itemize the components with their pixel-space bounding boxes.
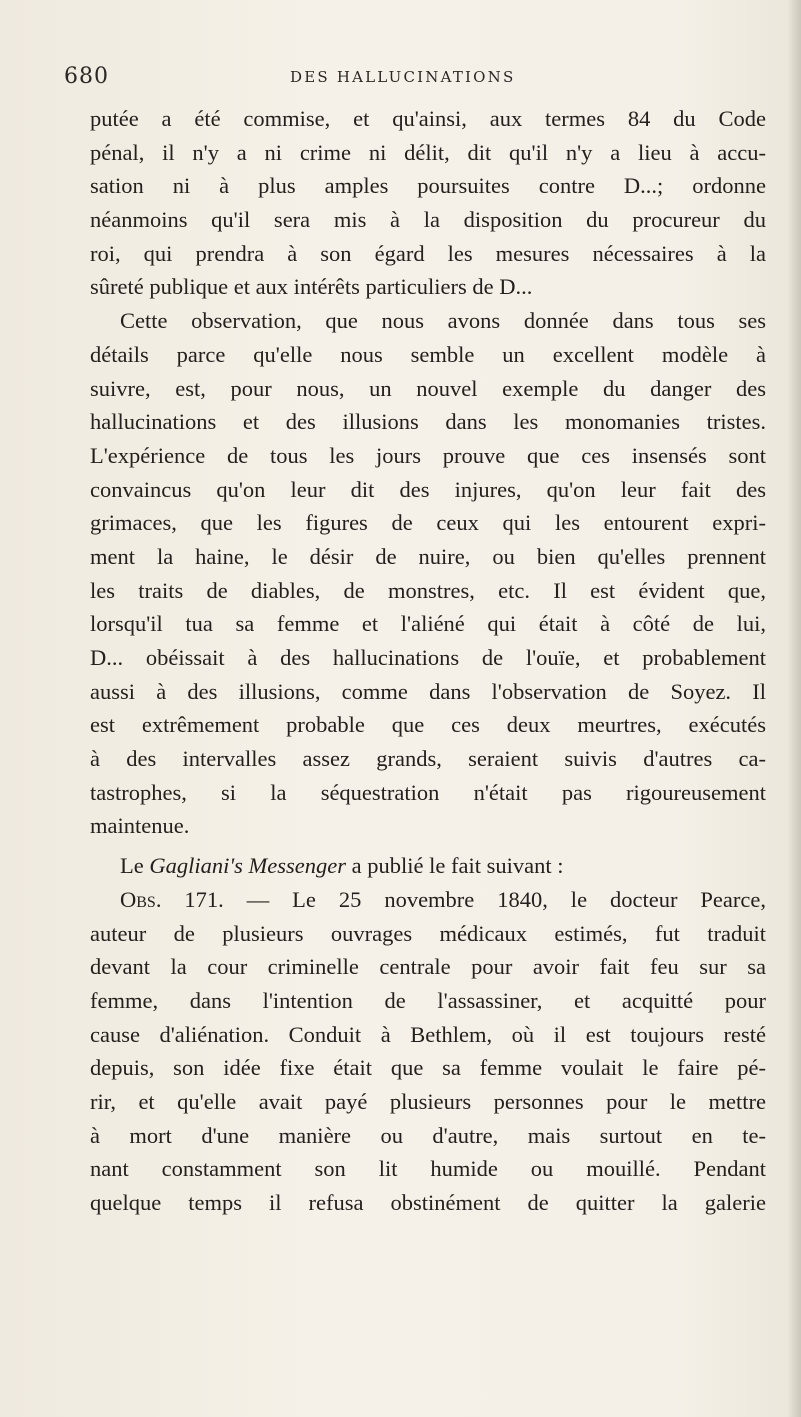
text-line: Cette observation, que nous avons donnée dans tous ses [120, 308, 766, 334]
text-line: maintenue. [90, 813, 190, 839]
text-line: femme, dans l'intention de l'assassiner, et acquitté pour [90, 987, 766, 1013]
text-line: détails parce qu'elle nous semble un excellent modèle à [90, 341, 766, 367]
observation-label: Obs. 171. [120, 886, 224, 912]
text-line: néanmoins qu'il sera mis à la disposition du procureur du [90, 207, 766, 233]
text-line: grimaces, que les figures de ceux qui les entourent expri- [90, 510, 766, 536]
page-header [64, 64, 704, 94]
text-line: quelque temps il refusa obstinément de quitter la galerie [90, 1190, 766, 1215]
source-suffix: a publié le fait suivant : [346, 853, 564, 879]
text-line: cause d'aliénation. Conduit à Bethlem, où il est toujours resté [90, 1021, 766, 1047]
running-title: DES HALLUCINATIONS [290, 68, 516, 86]
text-line: tastrophes, si la séquestration n'était pas rigoureusement [90, 779, 766, 805]
page-number: 680 [64, 64, 109, 89]
text-line: aussi à des illusions, comme dans l'observation de Soyez. Il [90, 678, 766, 704]
page-edge-shadow [787, 0, 801, 1417]
journal-title: Gagliani's Messenger [149, 853, 347, 879]
text-line: convaincus qu'on leur dit des injures, qu'on leur fait des [90, 476, 766, 502]
text-line: à des intervalles assez grands, seraient suivis d'autres ca- [90, 746, 766, 772]
text-line [90, 883, 766, 917]
text-line: hallucinations et des illusions dans les monomanies tristes. [90, 409, 766, 435]
text-line: ment la haine, le désir de nuire, ou bien qu'elles prennent [90, 543, 766, 569]
text-line: depuis, son idée fixe était que sa femme voulait le faire pé- [90, 1055, 766, 1081]
text-line: auteur de plusieurs ouvrages médicaux estimés, fut traduit [90, 920, 766, 946]
text-line: suivre, est, pour nous, un nouvel exemple du danger des [90, 375, 766, 401]
text-line: à mort d'une manière ou d'autre, mais surtout en te- [90, 1122, 766, 1148]
text-line: pénal, il n'y a ni crime ni délit, dit qu'il n'y a lieu à accu- [90, 139, 766, 165]
text-line: L'expérience de tous les jours prouve que ces insensés sont [90, 442, 766, 468]
observation-first-line: — Le 25 novembre 1840, le docteur Pearce, [223, 886, 766, 912]
text-line: roi, qui prendra à son égard les mesures nécessaires à la [90, 240, 766, 266]
paragraph-observation-171 [90, 883, 766, 1220]
text-line: D... obéissait à des hallucinations de l'ouïe, et probablement [90, 645, 766, 670]
text-line: sation ni à plus amples poursuites contre D...; ordonne [90, 173, 766, 199]
text-line: lorsqu'il tua sa femme et l'aliéné qui était à côté de lui, [90, 611, 766, 637]
paragraph-continuation [90, 102, 766, 304]
text-line [90, 849, 766, 883]
text-line: devant la cour criminelle centrale pour avoir fait feu sur sa [90, 954, 766, 980]
text-line: rir, et qu'elle avait payé plusieurs personnes pour le mettre [90, 1088, 766, 1114]
text-line: sûreté publique et aux intérêts particuliers de D... [90, 274, 533, 300]
paragraph-source [90, 849, 766, 883]
paragraph-observation-commentary [90, 304, 766, 843]
text-line: les traits de diables, de monstres, etc. Il est évident que, [90, 577, 766, 603]
body-text [90, 102, 766, 1220]
text-line: est extrêmement probable que ces deux meurtres, exécutés [90, 712, 766, 738]
text-line: putée a été commise, et qu'ainsi, aux termes 84 du Code [90, 106, 766, 131]
source-prefix: Le [120, 853, 150, 879]
text-line: nant constamment son lit humide ou mouillé. Pendant [90, 1156, 766, 1182]
